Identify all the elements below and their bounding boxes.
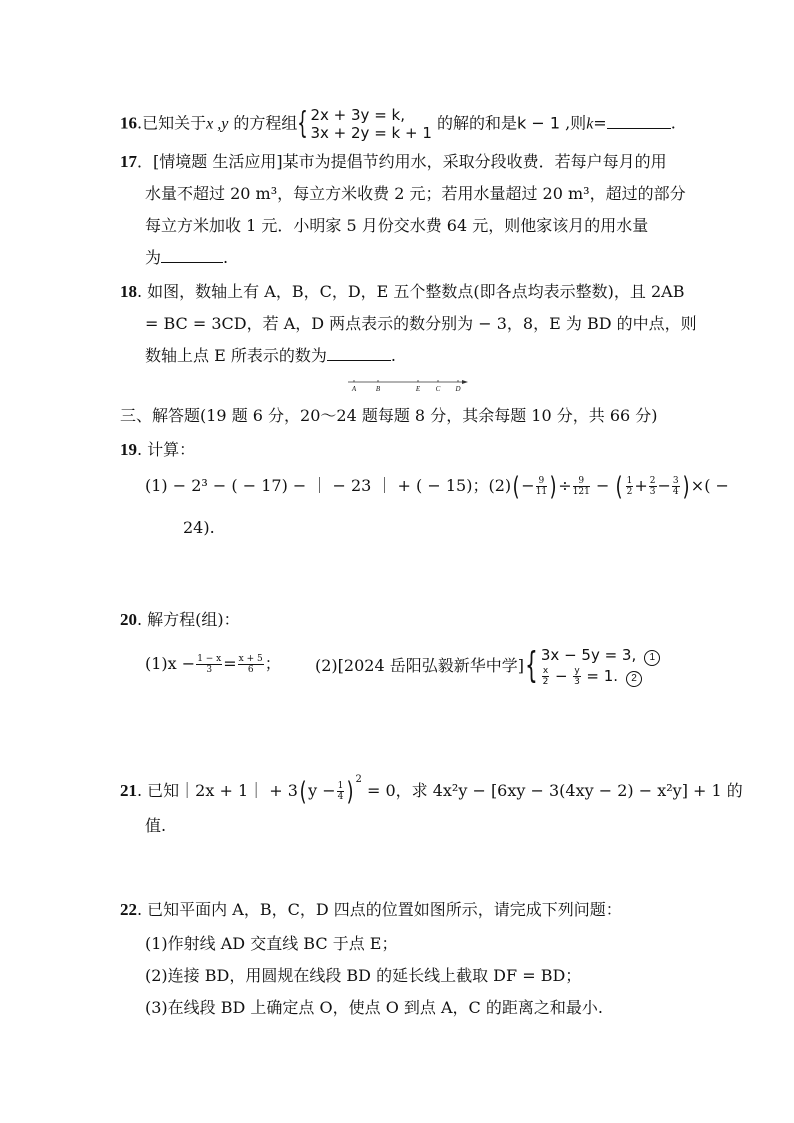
q22-number: 22 (120, 900, 137, 919)
q21-paren-open: ( (299, 776, 307, 807)
q21-post: = 0，求 4x²y − [6xy − 3(4xy − 2) − x²y] + 1 的 (361, 781, 743, 800)
q18-text-3: 数轴上点 E 所表示的数为 (145, 346, 327, 365)
q19-line2: 24). (183, 518, 215, 537)
q19-frac3-bot: 2 (626, 487, 633, 497)
q20-eq2-mid: − (550, 667, 573, 685)
q20-p1-frac2-bot: 6 (247, 665, 254, 675)
q20-title-line (120, 610, 240, 630)
q18-line3 (145, 346, 396, 366)
q20-p1-end: ； (264, 654, 281, 673)
q20-eq1: 3x − 5y = 3, (540, 646, 637, 664)
q19-frac5-top: 3 (672, 476, 679, 486)
q19-frac5 (672, 476, 680, 497)
q19-frac2-bot: 121 (572, 487, 590, 497)
q19-times: ×( − (690, 476, 729, 495)
number-line-arrow (462, 380, 468, 384)
paren-open: ( (512, 471, 520, 502)
q22-item1: (1)作射线 AD 交直线 BC 于点 E； (145, 934, 398, 953)
q19-minus: − (590, 476, 615, 495)
q19-frac4-bot: 3 (649, 487, 656, 497)
q16-number: 16 (120, 113, 137, 133)
q19-frac3 (626, 476, 634, 497)
q19-parts-line: (1) − 2³ − ( − 17) − ｜ − 23 ｜ + ( − 15)；(2)(− $\frac{9}{11}$ )÷ $\frac{9}{121}$ − ( $\frac{1}{2}$ + $\frac{2}{3}$ − $\frac{3}{4}$ )×( − (145, 471, 729, 502)
q20-p2-frac1-top: x (542, 666, 549, 676)
q17-number: 17 (120, 152, 137, 171)
q16-text-mid: 的方程组 (228, 113, 298, 133)
number-line-label-A: A (351, 385, 357, 393)
q20-p1-frac1-bot: 3 (206, 665, 213, 675)
q22-item3: (3)在线段 BD 上确定点 O，使点 O 到点 A，C 的距离之和最小. (145, 998, 603, 1017)
q16-vars: x ,y (206, 115, 229, 133)
q20-title: . 解方程(组)： (137, 610, 240, 629)
q18-number-line-figure (344, 374, 472, 394)
q16-expr: k − 1 (516, 113, 560, 133)
q19-title-line (120, 440, 195, 460)
q18-end: . (390, 346, 396, 365)
q16-system-brace: { (297, 106, 309, 141)
section3-title: 三、解答题(19 题 6 分，20～24 题每题 8 分，其余每题 10 分，共 66 分) (120, 406, 658, 425)
q19-part2-label: (2) (488, 476, 512, 495)
q20-number: 20 (120, 610, 137, 629)
q19-frac1-bot: 11 (535, 487, 548, 497)
q21-frac-top: 1 (337, 781, 344, 791)
q16-line (120, 106, 676, 142)
q20-p2-frac2 (573, 666, 580, 687)
q20-p1-frac2-top: x + 5 (238, 654, 263, 664)
q17-line1 (120, 152, 667, 172)
q21-line2: 值. (145, 816, 167, 835)
q16-answer-blank (607, 114, 671, 129)
q20-p2-frac1-bot: 2 (542, 677, 549, 687)
paren-close-2: ) (682, 471, 690, 502)
number-line-label-D: D (455, 385, 461, 393)
q17-end: . (223, 248, 229, 267)
paren-open-2: ( (615, 471, 624, 502)
q19-neg: − (521, 476, 535, 495)
q21-number: 21 (120, 781, 137, 800)
q20-eq2-end: = 1. (581, 667, 619, 685)
q20-p2-frac2-bot: 3 (574, 677, 580, 687)
q19-frac2 (573, 476, 590, 497)
q20-system-brace: { (525, 645, 538, 686)
q16-k: k (586, 115, 594, 133)
q17-line2: 水量不超过 20 m³，每立方米收费 2 元；若用水量超过 20 m³，超过的部分 (145, 184, 686, 203)
q20-p1-pre: (1)x − (145, 654, 196, 673)
q20-p2-pre: (2)[2024 岳阳弘毅新华中学] (315, 656, 524, 675)
q19-frac4-top: 2 (649, 476, 656, 486)
q19-frac2-top: 9 (573, 476, 590, 487)
q18-text-1: . 如图，数轴上有 A，B，C，D，E 五个整数点(即各点均表示整数)，且 2AB (137, 282, 685, 301)
q21-pre: . 已知｜2x + 1｜ + 3 (137, 781, 298, 800)
q17-line3: 每立方米加收 1 元．小明家 5 月份交水费 64 元，则他家该月的用水量 (145, 216, 649, 235)
q21-inner-pre: y − (308, 781, 336, 800)
q20-p1-frac2 (238, 654, 264, 675)
q18-number: 18 (120, 282, 137, 301)
q20-p1-eq: = (223, 654, 237, 673)
q21-frac-bot: 4 (337, 792, 344, 802)
q19-div: ÷ (558, 476, 572, 495)
q21-paren-close: ) (346, 776, 354, 807)
q16-eq1: 2x + 3y = k, (310, 106, 405, 124)
q20-system (541, 645, 660, 687)
q19-frac1-top: 9 (536, 476, 547, 487)
q18-answer-blank (327, 346, 391, 361)
q20-part2 (315, 645, 660, 687)
q19-frac5-bot: 4 (672, 487, 679, 497)
q19-part1: (1) − 2³ − ( − 17) − ｜ − 23 ｜ + ( − 15)； (145, 476, 489, 495)
q21-line1 (120, 770, 743, 807)
q21-frac (337, 781, 345, 802)
q20-p2-frac1 (542, 666, 549, 687)
q19-title: . 计算： (137, 440, 196, 459)
paren-close: ) (549, 471, 557, 502)
q19-number: 19 (120, 440, 137, 459)
number-line-label-E: E (415, 385, 421, 393)
q19-frac4 (649, 476, 657, 497)
q22-title-line (120, 900, 622, 920)
q19-frac1 (536, 476, 547, 497)
q21-exp: 2 (355, 774, 362, 785)
q17-text-1: ．[情境题 生活应用]某市为提倡节约用水，采取分段收费．若每户每月的用 (137, 152, 667, 171)
q16-eq2: 3x + 2y = k + 1 (310, 124, 432, 142)
number-line-label-B: B (375, 385, 381, 393)
q18-line1 (120, 282, 684, 302)
q16-text-post: 的解的和是 (431, 113, 517, 133)
q16-system (310, 106, 431, 142)
q20-p1-frac1-top: 1 − x (197, 654, 222, 664)
q20-circle-1: 1 (644, 650, 660, 666)
q22-title: . 已知平面内 A，B，C，D 四点的位置如图所示，请完成下列问题： (137, 900, 622, 919)
q20-p2-frac2-top: y (574, 666, 580, 676)
q19-frac3-top: 1 (626, 476, 633, 486)
q17-answer-blank (161, 248, 223, 263)
q16-text-pre: .已知关于 (137, 113, 207, 133)
q16-text-post2: ,则 (560, 113, 587, 133)
q16-eq: = (593, 113, 607, 133)
number-line-label-C: C (435, 385, 441, 393)
q20-p1-frac1 (196, 654, 222, 675)
q16-end: . (670, 113, 676, 133)
q18-line2: = BC = 3CD，若 A，D 两点表示的数分别为 − 3，8，E 为 BD 的中点，则 (145, 314, 697, 333)
q17-text-4: 为 (145, 248, 162, 267)
q20-part1 (145, 654, 281, 675)
q20-circle-2: 2 (626, 671, 642, 687)
q17-line4 (145, 248, 228, 268)
q22-item2: (2)连接 BD，用圆规在线段 BD 的延长线上截取 DF = BD； (145, 966, 582, 985)
